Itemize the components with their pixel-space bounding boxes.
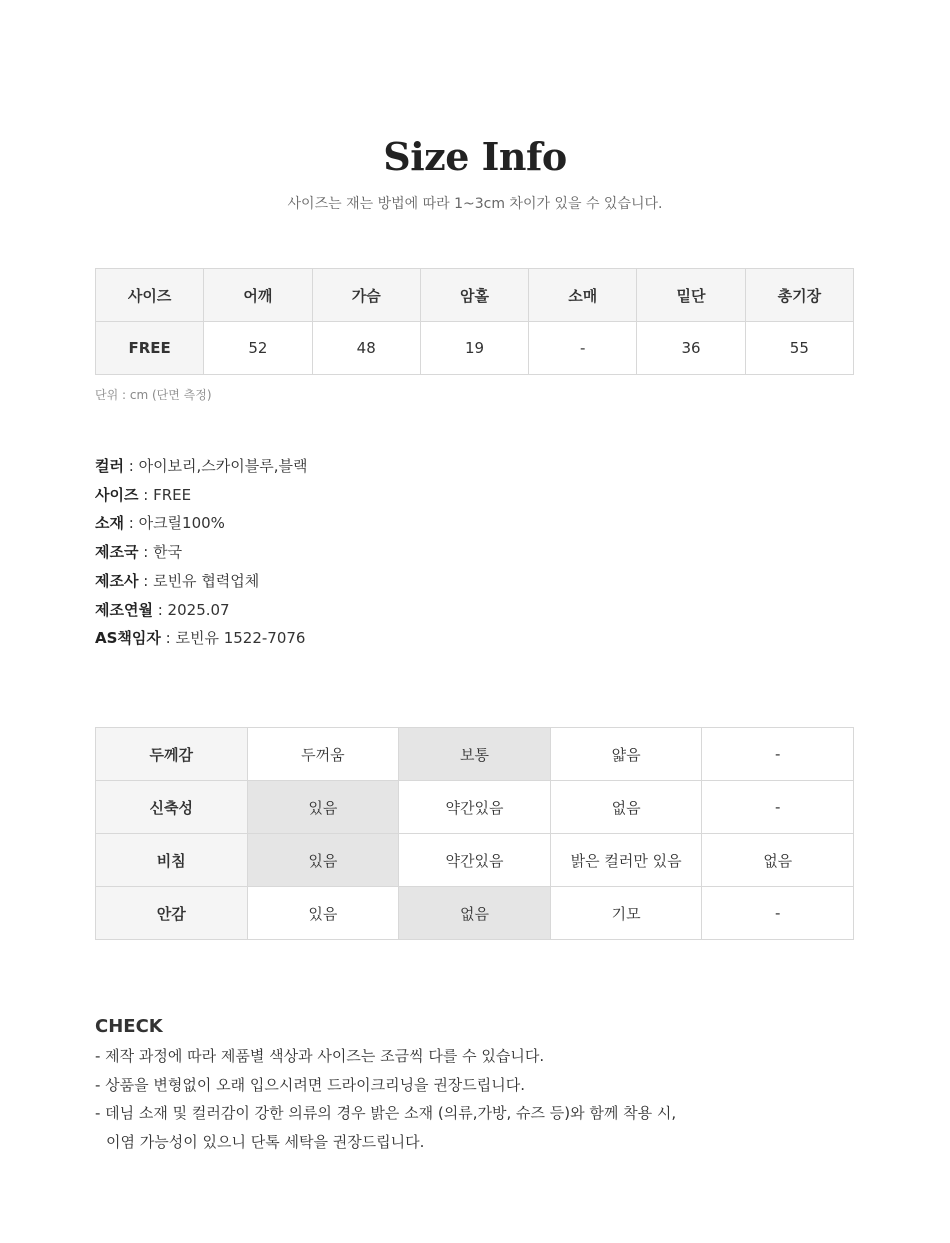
spec-value: : 2025.07 [152,600,230,619]
fabric-option-cell: 얇음 [550,728,702,781]
check-note: 이염 가능성이 있으니 단톡 세탁을 권장드립니다. [106,1132,425,1151]
spec-value: : 아이보리,스카이블루,블랙 [123,457,308,475]
spec-key: 사이즈 [95,485,139,504]
size-col-sleeve: 소매 [529,269,637,322]
spec-color [95,452,308,481]
spec-value: : 아크릴100% [123,514,225,533]
spec-size [95,481,308,510]
spec-manufacturer [95,567,308,596]
size-cell: 48 [312,322,420,375]
fabric-option-cell: 없음 [702,834,854,887]
spec-value: : FREE [138,485,192,504]
size-col-hem: 밑단 [637,269,745,322]
fabric-info-table [95,727,854,940]
fabric-row-label: 안감 [96,887,248,940]
spec-key: 컬러 [95,457,124,475]
fabric-option-cell: 있음 [247,887,399,940]
spec-country [95,538,308,567]
size-col-shoulder: 어깨 [204,269,312,322]
table-row [96,887,854,940]
spec-key: 제조연월 [95,600,153,619]
fabric-option-cell: - [702,887,854,940]
fabric-option-cell: 없음 [399,887,551,940]
check-title: CHECK [95,1016,163,1037]
size-cell: - [529,322,637,375]
fabric-row-label: 신축성 [96,781,248,834]
table-row [96,728,854,781]
spec-key: 제조국 [95,543,139,562]
check-note: - 상품을 변형없이 오래 입으시려면 드라이크리닝을 권장드립니다. [95,1075,526,1094]
fabric-option-cell: 기모 [550,887,702,940]
size-cell: 52 [204,322,312,375]
table-row [96,834,854,887]
size-cell-label: FREE [96,322,204,375]
spec-key: AS책임자 [95,629,161,648]
table-row [96,322,854,375]
fabric-option-cell: 약간있음 [399,834,551,887]
size-table [95,268,854,375]
table-row [96,781,854,834]
fabric-option-cell: - [702,728,854,781]
fabric-option-cell: 약간있음 [399,781,551,834]
fabric-option-cell: 밝은 컬러만 있음 [550,834,702,887]
check-note: - 데님 소재 및 컬러감이 강한 의류의 경우 밝은 소재 (의류,가방, 슈즈 등)와 함께 착용 시, [95,1104,677,1122]
product-specs [95,452,308,653]
unit-note: 단위 : cm (단면 측정) [95,388,212,402]
spec-value: : 로빈유 협력업체 [138,571,260,590]
fabric-option-cell: 있음 [247,834,399,887]
page-title: Size Info [383,134,567,179]
size-col-chest: 가슴 [312,269,420,322]
spec-key: 소재 [95,514,124,533]
size-col-length: 총기장 [745,269,853,322]
size-cell: 19 [420,322,528,375]
spec-value: : 한국 [138,543,183,562]
check-note: - 제작 과정에 따라 제품별 색상과 사이즈는 조금씩 다를 수 있습니다. [95,1047,545,1065]
fabric-option-cell: 두꺼움 [247,728,399,781]
fabric-option-cell: 보통 [399,728,551,781]
fabric-option-cell: - [702,781,854,834]
spec-key: 제조사 [95,571,139,590]
spec-material [95,509,308,538]
size-col-size: 사이즈 [96,269,204,322]
size-cell: 55 [745,322,853,375]
fabric-row-label: 비침 [96,834,248,887]
fabric-row-label: 두께감 [96,728,248,781]
size-disclaimer: 사이즈는 재는 방법에 따라 1~3cm 차이가 있을 수 있습니다. [287,196,663,212]
spec-as-contact [95,624,308,653]
spec-manufacture-date [95,596,308,625]
spec-value: : 로빈유 1522-7076 [160,629,306,648]
fabric-option-cell: 있음 [247,781,399,834]
fabric-option-cell: 없음 [550,781,702,834]
size-cell: 36 [637,322,745,375]
size-col-armhole: 암홀 [420,269,528,322]
size-table-header-row [96,269,854,322]
check-notes [95,1042,676,1156]
